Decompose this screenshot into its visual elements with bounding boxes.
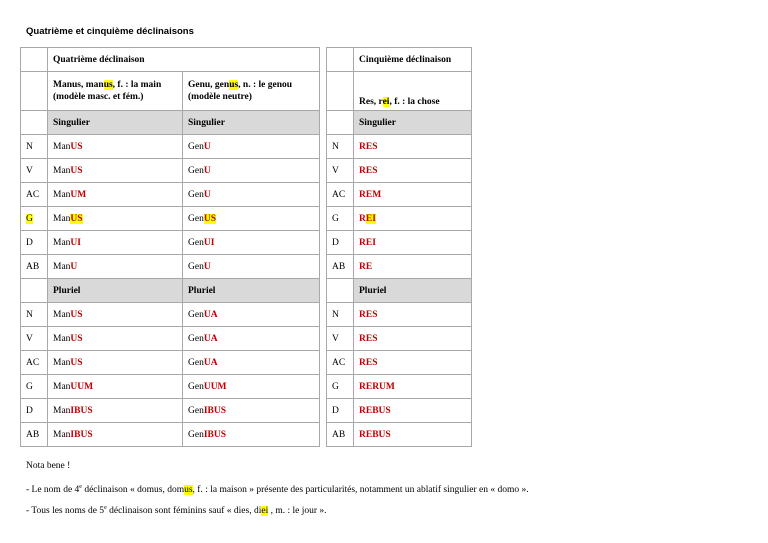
genu-form (183, 375, 320, 399)
empty-cell (21, 111, 48, 135)
fifth-header (354, 48, 472, 72)
ending: UA (203, 357, 218, 368)
note2-part-a: - Tous les noms de 5 (26, 506, 105, 517)
fourth-declension-table (20, 47, 320, 447)
res-form (354, 303, 472, 327)
table-row (327, 111, 472, 135)
manus-form (48, 423, 183, 447)
stem: Man (53, 429, 71, 440)
note2-part-b: déclinaison sont féminins sauf « dies, di (106, 506, 262, 517)
ending: IBUS (70, 405, 93, 416)
ending: UUM (70, 381, 94, 392)
ending: UI (70, 237, 81, 248)
res-form-text: RERUM (359, 381, 395, 392)
ending: US (70, 357, 83, 368)
note2-part-c: , m. : le jour ». (268, 506, 327, 517)
case-label (21, 183, 48, 207)
res-form (354, 423, 472, 447)
res-pre: Res, r (359, 97, 383, 107)
section-text: Singulier (359, 117, 396, 128)
case-text: N (332, 141, 339, 152)
ending: IBUS (203, 429, 227, 440)
ending: US (70, 141, 83, 152)
page-title: Quatrième et cinquième déclinaisons (26, 26, 194, 37)
table-row (21, 423, 320, 447)
ending: UM (70, 189, 87, 200)
case-text: AC (26, 357, 40, 368)
genu-form (183, 231, 320, 255)
stem: Man (53, 237, 71, 248)
res-form-text: RES (359, 357, 378, 368)
case-label (21, 351, 48, 375)
case-label (327, 183, 354, 207)
table-row (327, 231, 472, 255)
table-row (21, 135, 320, 159)
case-text: G (332, 381, 339, 392)
table-row (327, 399, 472, 423)
res-form (354, 231, 472, 255)
table-row (327, 375, 472, 399)
case-label (327, 255, 354, 279)
case-text: D (26, 405, 33, 416)
case-label (327, 399, 354, 423)
res-form-text: RES (359, 309, 378, 320)
nota-bene-title: Nota bene ! (26, 461, 71, 471)
case-text: D (332, 405, 339, 416)
stem: Gen (188, 357, 204, 368)
ending: UI (203, 237, 215, 248)
stem: Gen (188, 213, 204, 224)
table-row (21, 399, 320, 423)
case-text: N (332, 309, 339, 320)
ending: US (203, 213, 216, 224)
manus-form (48, 135, 183, 159)
res-form (354, 327, 472, 351)
res-form-text: REBUS (359, 429, 391, 440)
note-fourth-declension (26, 484, 529, 495)
res-form (354, 255, 472, 279)
empty-cell (327, 279, 354, 303)
stem: Man (53, 357, 71, 368)
manus-model (48, 72, 183, 111)
table-row (327, 351, 472, 375)
res-g-stem: R (359, 213, 366, 224)
res-form-text: REBUS (359, 405, 391, 416)
res-form (354, 351, 472, 375)
case-label (21, 135, 48, 159)
case-label (21, 399, 48, 423)
table-row (21, 111, 320, 135)
case-label (21, 159, 48, 183)
stem: Gen (188, 261, 204, 272)
empty-cell (327, 72, 354, 111)
table-row (21, 159, 320, 183)
genu-form (183, 351, 320, 375)
res-g-ending: EI (365, 213, 376, 224)
res-form-text: RES (359, 333, 378, 344)
table-row (21, 183, 320, 207)
section-text: Singulier (188, 117, 225, 128)
table-row (327, 72, 472, 111)
case-label (327, 423, 354, 447)
stem: Gen (188, 381, 204, 392)
case-label (327, 351, 354, 375)
stem: Man (53, 309, 71, 320)
genu-pre: Genu, gen (188, 80, 230, 90)
case-label (327, 159, 354, 183)
table-row (327, 303, 472, 327)
ending: US (70, 213, 83, 224)
res-highlight: ei (382, 97, 390, 107)
genu-form (183, 135, 320, 159)
section-label (354, 111, 472, 135)
stem: Man (53, 405, 71, 416)
ending: UA (203, 309, 218, 320)
manus-form (48, 231, 183, 255)
case-label (21, 423, 48, 447)
table-row (21, 351, 320, 375)
manus-form (48, 399, 183, 423)
case-label (21, 207, 48, 231)
section-label (48, 111, 183, 135)
case-text: AB (332, 261, 346, 272)
case-text: V (26, 165, 33, 176)
ending: IBUS (203, 405, 227, 416)
note1-part-b: déclinaison « domus, dom (81, 485, 185, 496)
case-text: N (26, 309, 33, 320)
table-row (21, 279, 320, 303)
table-row (327, 135, 472, 159)
section-label (354, 279, 472, 303)
res-form (354, 207, 472, 231)
ending: U (70, 261, 78, 272)
note2-highlight: ei (261, 506, 269, 517)
ending: UUM (203, 381, 227, 392)
stem: Gen (188, 141, 204, 152)
stem: Man (53, 213, 71, 224)
table-row (327, 327, 472, 351)
stem: Gen (188, 333, 204, 344)
manus-form (48, 303, 183, 327)
table-row (327, 183, 472, 207)
case-text: V (332, 333, 339, 344)
section-label (183, 279, 320, 303)
ending: UA (203, 333, 218, 344)
case-text: D (332, 237, 339, 248)
genu-form (183, 303, 320, 327)
section-label (48, 279, 183, 303)
note1-highlight: us (184, 485, 193, 496)
case-text: AC (332, 189, 346, 200)
stem: Gen (188, 405, 204, 416)
res-form (354, 183, 472, 207)
case-text: G (332, 213, 339, 224)
case-text: AC (26, 189, 40, 200)
res-form (354, 159, 472, 183)
case-text: G (26, 213, 33, 224)
stem: Gen (188, 429, 204, 440)
genu-highlight: us (229, 80, 239, 90)
case-text: AB (26, 429, 40, 440)
case-label (327, 207, 354, 231)
case-label (327, 135, 354, 159)
res-form-text: RES (359, 165, 378, 176)
note-fifth-declension (26, 505, 327, 516)
note1-sup: e (79, 484, 82, 490)
stem: Man (53, 165, 71, 176)
empty-cell (21, 48, 48, 72)
table-row (21, 327, 320, 351)
table-row (327, 207, 472, 231)
fourth-header (48, 48, 320, 72)
ending: U (203, 261, 211, 272)
case-label (327, 231, 354, 255)
empty-cell (327, 111, 354, 135)
manus-form (48, 351, 183, 375)
section-label (183, 111, 320, 135)
genu-form (183, 423, 320, 447)
ending: U (203, 141, 211, 152)
note1-part-a: - Le nom de 4 (26, 485, 80, 496)
table-row (21, 303, 320, 327)
res-form-text: REI (359, 237, 376, 248)
stem: Gen (188, 165, 204, 176)
manus-form (48, 375, 183, 399)
genu-form (183, 399, 320, 423)
case-label (21, 327, 48, 351)
note2-sup: e (104, 505, 107, 511)
res-form-text: RES (359, 141, 378, 152)
section-text: Pluriel (359, 285, 387, 296)
empty-cell (21, 72, 48, 111)
empty-cell (327, 48, 354, 72)
genu-form (183, 183, 320, 207)
res-form-text: REM (359, 189, 382, 200)
table-row (327, 159, 472, 183)
res-form (354, 399, 472, 423)
stem: Man (53, 333, 71, 344)
genu-line2: (modèle neutre) (188, 92, 252, 102)
res-model (354, 72, 472, 111)
empty-cell (21, 279, 48, 303)
case-text: AB (332, 429, 346, 440)
case-label (327, 303, 354, 327)
stem: Gen (188, 189, 204, 200)
ending: US (70, 333, 83, 344)
manus-post: , f. : la main (112, 80, 162, 90)
case-label (21, 231, 48, 255)
genu-form (183, 255, 320, 279)
manus-line2: (modèle masc. et fém.) (53, 92, 144, 102)
table-row (21, 375, 320, 399)
case-label (327, 327, 354, 351)
case-label (21, 375, 48, 399)
table-row (21, 255, 320, 279)
case-text: G (26, 381, 33, 392)
genu-form (183, 159, 320, 183)
table-row (21, 72, 320, 111)
table-row (21, 231, 320, 255)
case-text: AC (332, 357, 346, 368)
manus-form (48, 183, 183, 207)
table-row (327, 423, 472, 447)
ending: US (70, 165, 83, 176)
table-row (327, 48, 472, 72)
res-form (354, 135, 472, 159)
table-row (21, 207, 320, 231)
table-row (327, 255, 472, 279)
stem: Gen (188, 237, 204, 248)
note1-part-c: , f. : la maison » présente des particularités, notamment un ablatif singulier en « domo ». (192, 485, 529, 496)
res-form-text: RE (359, 261, 373, 272)
stem: Man (53, 189, 71, 200)
manus-form (48, 207, 183, 231)
section-text: Pluriel (188, 285, 216, 296)
table-row (21, 48, 320, 72)
case-label (21, 303, 48, 327)
res-form (354, 375, 472, 399)
manus-form (48, 159, 183, 183)
ending: IBUS (70, 429, 93, 440)
genu-form (183, 207, 320, 231)
fifth-declension-table (326, 47, 472, 447)
manus-pre: Manus, man (53, 80, 104, 90)
res-post: , f. : la chose (389, 97, 440, 107)
table-row (327, 279, 472, 303)
stem: Gen (188, 309, 204, 320)
manus-form (48, 255, 183, 279)
stem: Man (53, 141, 71, 152)
case-text: V (332, 165, 339, 176)
genu-model (183, 72, 320, 111)
case-label (21, 255, 48, 279)
case-text: N (26, 141, 33, 152)
ending: U (203, 165, 211, 176)
genu-form (183, 327, 320, 351)
case-text: D (26, 237, 33, 248)
stem: Man (53, 381, 71, 392)
section-text: Singulier (53, 117, 90, 128)
header-text: Cinquième déclinaison (359, 54, 452, 65)
stem: Man (53, 261, 71, 272)
genu-post: , n. : le genou (238, 80, 293, 90)
manus-form (48, 327, 183, 351)
case-text: AB (26, 261, 40, 272)
ending: US (70, 309, 83, 320)
section-text: Pluriel (53, 285, 81, 296)
manus-highlight: us (103, 80, 113, 90)
ending: U (203, 189, 211, 200)
case-label (327, 375, 354, 399)
case-text: V (26, 333, 33, 344)
header-text: Quatrième déclinaison (53, 54, 145, 65)
